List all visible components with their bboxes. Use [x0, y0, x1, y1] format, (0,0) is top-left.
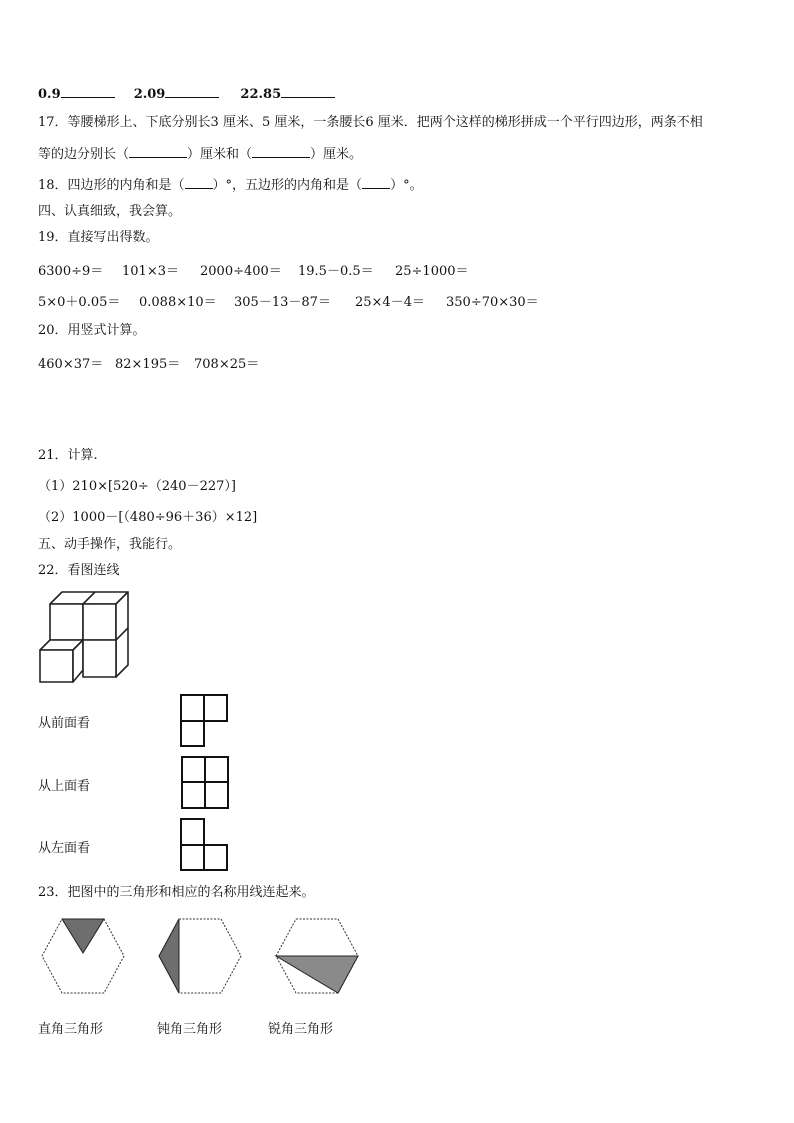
q20-item: 82×195＝ [115, 357, 181, 372]
q20-title: 20．用竖式计算。 [38, 323, 146, 338]
section-4-heading: 四、认真细致，我会算。 [38, 204, 182, 219]
q17-line2 [38, 145, 362, 164]
q19-row-2 [38, 291, 758, 309]
label-obtuse-triangle: 钝角三角形 [157, 1022, 223, 1037]
q19-item: 0.088×10＝ [139, 295, 217, 310]
hexagon-right-triangle-figure[interactable] [40, 917, 126, 995]
label-acute-triangle: 锐角三角形 [268, 1022, 334, 1037]
q18-line [38, 176, 423, 195]
label-left-view: 从左面看 [38, 841, 91, 856]
q20-item: 460×37＝ [38, 357, 104, 372]
q18-blank-1[interactable] [185, 176, 213, 189]
q16-answers-row [38, 83, 335, 104]
q21-part-2: （2）1000－[（480÷96＋36）×12] [38, 510, 258, 525]
q17-blank-1[interactable] [129, 145, 187, 158]
q16-blank-a[interactable] [61, 83, 115, 98]
hexagon-obtuse-triangle-figure[interactable] [157, 917, 243, 995]
q18-blank-2[interactable] [362, 176, 390, 189]
q17-line1: 17．等腰梯形上、下底分别长3 厘米、5 厘米，一条腰长6 厘米．把两个这样的梯形拼成一个平行四边形，两条不相 [38, 115, 703, 130]
section-5-heading: 五、动手操作，我能行。 [38, 537, 182, 552]
q19-item: 25×4－4＝ [355, 295, 425, 310]
q19-item: 19.5－0.5＝ [298, 264, 374, 279]
q19-item: 5×0＋0.05＝ [38, 295, 121, 310]
q16-blank-b[interactable] [165, 83, 219, 98]
front-view-figure[interactable] [180, 694, 229, 747]
q18-prefix: 18．四边形的内角和是（ [38, 178, 185, 193]
q17-prefix: 等的边分别长（ [38, 147, 130, 162]
q19-item: 101×3＝ [122, 264, 179, 279]
q21-part-1: （1）210×[520÷（240－227）] [38, 479, 236, 494]
q17-suffix: ）厘米。 [310, 147, 363, 162]
q19-row-1 [38, 260, 758, 278]
hexagon-acute-triangle-figure[interactable] [274, 917, 360, 995]
q23-title: 23．把图中的三角形和相应的名称用线连起来。 [38, 885, 315, 900]
q16-value-a: 0.9 [38, 87, 61, 102]
q19-item: 6300÷9＝ [38, 264, 104, 279]
q19-item: 25÷1000＝ [395, 264, 469, 279]
q22-title: 22．看图连线 [38, 563, 120, 578]
q19-item: 2000÷400＝ [200, 264, 282, 279]
q17-blank-2[interactable] [252, 145, 310, 158]
q20-item: 708×25＝ [194, 357, 260, 372]
q19-title: 19．直接写出得数。 [38, 230, 159, 245]
q16-value-b: 2.09 [133, 87, 166, 102]
q18-suffix: ）°。 [390, 178, 423, 193]
q19-item: 305－13－87＝ [234, 295, 331, 310]
q18-mid: ）°，五边形的内角和是（ [212, 178, 363, 193]
q17-mid: ）厘米和（ [187, 147, 253, 162]
q16-blank-c[interactable] [281, 83, 335, 98]
q16-value-c: 22.85 [240, 87, 282, 102]
q19-item: 350÷70×30＝ [446, 295, 539, 310]
label-top-view: 从上面看 [38, 779, 91, 794]
q21-title: 21．计算. [38, 448, 98, 463]
top-view-figure[interactable] [181, 756, 230, 809]
cube-stack-figure [38, 588, 132, 686]
label-right-triangle: 直角三角形 [38, 1022, 104, 1037]
left-view-figure[interactable] [180, 818, 229, 871]
q20-row [38, 353, 438, 371]
label-front-view: 从前面看 [38, 716, 91, 731]
